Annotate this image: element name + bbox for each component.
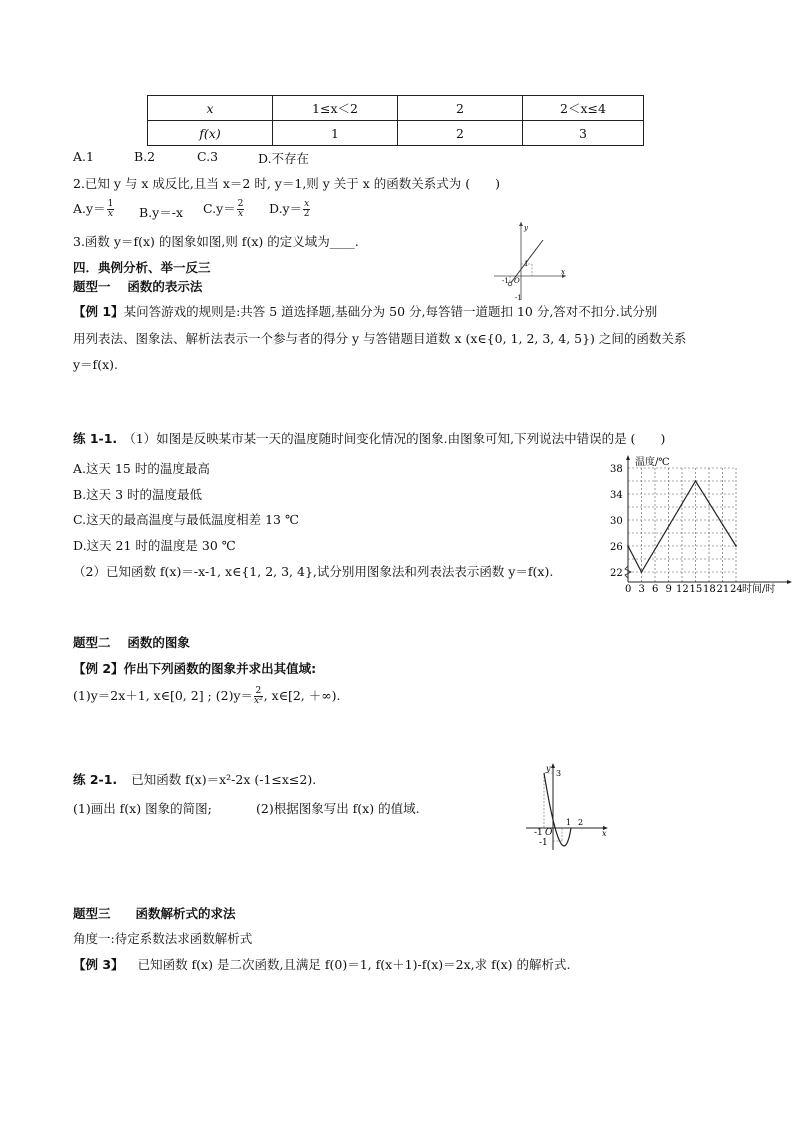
- tick-label: -1: [534, 828, 543, 838]
- fraction: [107, 200, 115, 219]
- tick-label: 1: [524, 260, 529, 268]
- numerator: x: [304, 199, 310, 209]
- y-tick-label: 34: [610, 490, 623, 501]
- table-cell: 1: [273, 121, 398, 146]
- q2-option-a: [73, 199, 115, 219]
- y-label: y: [546, 764, 551, 773]
- x-tick-label: 0: [625, 584, 632, 595]
- x-tick-label: 9: [665, 584, 672, 595]
- y-tick-label: 22: [610, 568, 623, 579]
- example-1-line1: [73, 302, 657, 320]
- example-1-line2: 用列表法、图象法、解析法表示一个参与者的得分 y 与答错题目道数 x (x∈{0, 1, 2, 3, 4, 5}) 之间的函数关系: [73, 331, 687, 346]
- tick-label: 3: [556, 769, 562, 778]
- q2-stem: 2.已知 y 与 x 成反比,且当 x＝2 时, y＝1,则 y 关于 x 的函数关系式为 ( ): [73, 176, 501, 191]
- practice-1-1-part2: （2）已知函数 f(x)＝-x-1, x∈{1, 2, 3, 4},试分别用图象法和列表法表示函数 y＝f(x).: [73, 564, 554, 579]
- temperature-chart: [608, 452, 794, 598]
- example-label: 【例 3】: [73, 957, 124, 972]
- table-cell: 2: [398, 121, 523, 146]
- practice-text: 已知函数 f(x)＝x²-2x (-1≤x≤2).: [131, 772, 317, 787]
- example-2-part2: , x∈[2, ＋∞).: [263, 688, 341, 703]
- q2-option-a-text: A.y＝: [73, 201, 106, 216]
- q2-option-c: [203, 199, 245, 219]
- example-label: 【例 1】: [73, 304, 124, 319]
- practice-option-b: B.这天 3 时的温度最低: [73, 487, 203, 502]
- example-1-line3: y＝f(x).: [73, 357, 118, 372]
- denominator: x: [237, 209, 244, 219]
- numerator: 2: [237, 199, 244, 209]
- type3-title: 题型三 函数解析式的求法: [73, 906, 236, 921]
- y-tick-label: 38: [610, 464, 623, 475]
- x-tick-label: 12: [676, 584, 689, 595]
- numerator: 1: [107, 199, 114, 209]
- practice-text: （1）如图是反映某市某一天的温度随时间变化情况的图象.由图象可知,下列说法中错误的是 ( ): [123, 431, 666, 446]
- q1-option-c: C.3: [197, 149, 219, 164]
- practice-label: 练 2-1.: [73, 772, 118, 787]
- tick-label: 1: [566, 818, 572, 827]
- x-label: x: [602, 829, 607, 838]
- q1-option-a: A.1: [73, 149, 94, 164]
- example-text: 已知函数 f(x) 是二次函数,且满足 f(0)＝1, f(x＋1)-f(x)＝2x,求 f(x) 的解析式.: [137, 957, 571, 972]
- practice-option-d: D.这天 21 时的温度是 30 ℃: [73, 538, 236, 553]
- q2-option-d-text: D.y＝: [269, 201, 303, 216]
- data-point: [695, 480, 697, 482]
- practice-option-a: A.这天 15 时的温度最高: [73, 461, 210, 476]
- example-label: 【例 2】: [73, 661, 124, 676]
- temperature-series-line: [628, 481, 736, 572]
- numerator: 2: [255, 686, 262, 696]
- x-tick-label: 6: [652, 584, 659, 595]
- q1-option-b: B.2: [134, 149, 156, 164]
- q2-option-b: B.y＝-x: [139, 205, 183, 220]
- table-row: [148, 121, 644, 146]
- q2-option-d: [269, 199, 311, 219]
- data-point: [735, 545, 737, 547]
- practice-2-1-sub1: (1)画出 f(x) 图象的简图;: [73, 801, 212, 816]
- table-cell: f(x): [148, 121, 273, 146]
- practice-option-c: C.这天的最高温度与最低温度相差 13 ℃: [73, 512, 299, 527]
- chart-grid: [628, 468, 736, 582]
- x-tick-label: 3: [638, 584, 645, 595]
- q2-option-c-text: C.y＝: [203, 201, 236, 216]
- denominator: x: [107, 209, 113, 219]
- x-tick-label: 15: [689, 584, 703, 595]
- x-tick-label: 24: [730, 584, 743, 595]
- section-title: 四．典例分析、举一反三: [73, 260, 211, 275]
- angle-1-title: 角度一:待定系数法求函数解析式: [73, 931, 253, 946]
- denominator: x²: [254, 696, 263, 706]
- x-tick-label: 21: [716, 584, 730, 595]
- practice-label: 练 1-1.: [73, 431, 118, 446]
- function-graph-1: [488, 218, 570, 304]
- x-tick-labels: [625, 584, 743, 595]
- function-graph-2: [520, 762, 612, 852]
- example-3-stem: [73, 955, 570, 973]
- type1-title: 题型一 函数的表示法: [73, 279, 203, 294]
- y-axis-arrow: [626, 455, 630, 460]
- y-tick-label: 26: [610, 542, 623, 553]
- fraction: [303, 200, 310, 219]
- example-2-part1: (1)y＝2x＋1, x∈[0, 2] ; (2)y＝: [73, 688, 254, 703]
- example-text: 某问答游戏的规则是:共答 5 道选择题,基础分为 50 分,每答错一道题扣 10 分,答对不扣分.试分别: [123, 304, 658, 319]
- y-axis-arrow: [551, 763, 555, 768]
- fraction: [254, 687, 263, 706]
- y-label: y: [524, 224, 528, 232]
- tick-label: -1: [539, 838, 548, 848]
- q3-stem: 3.函数 y＝f(x) 的图象如图,则 f(x) 的定义域为____.: [73, 234, 359, 249]
- x-label: x: [561, 268, 565, 276]
- y-tick-labels: [610, 464, 623, 579]
- x-tick-label: 18: [703, 584, 716, 595]
- practice-2-1-stem: [73, 770, 316, 788]
- origin-label: O: [514, 277, 520, 285]
- table-cell: 3: [523, 121, 644, 146]
- data-point: [641, 571, 643, 573]
- denominator: 2: [303, 209, 310, 219]
- table-cell: 1≤x＜2: [273, 96, 398, 121]
- tick-label: -1: [502, 277, 509, 285]
- practice-2-1-sub2: (2)根据图象写出 f(x) 的值域.: [256, 801, 420, 816]
- y-axis-label: 温度/℃: [635, 457, 670, 468]
- example-text: 作出下列函数的图象并求出其值域:: [123, 661, 317, 676]
- data-point: [627, 545, 629, 547]
- practice-1-1-stem: [73, 429, 665, 447]
- x-axis-label: 时间/时: [742, 584, 776, 595]
- fraction: [237, 200, 245, 219]
- table-cell: 2: [398, 96, 523, 121]
- example-2-parts: [73, 686, 341, 706]
- table-cell: x: [148, 96, 273, 121]
- table-cell: 2＜x≤4: [523, 96, 644, 121]
- q1-option-d: D.不存在: [258, 151, 310, 166]
- x-axis-arrow: [787, 580, 792, 584]
- origin-label: O: [545, 828, 553, 838]
- table-row: [148, 96, 644, 121]
- tick-label: -1: [515, 294, 522, 302]
- value-table: [147, 95, 644, 146]
- y-axis-arrow: [519, 222, 523, 226]
- example-2-stem: [73, 659, 316, 677]
- type2-title: 题型二 函数的图象: [73, 635, 190, 650]
- tick-label: 2: [578, 818, 584, 827]
- y-tick-label: 30: [610, 516, 623, 527]
